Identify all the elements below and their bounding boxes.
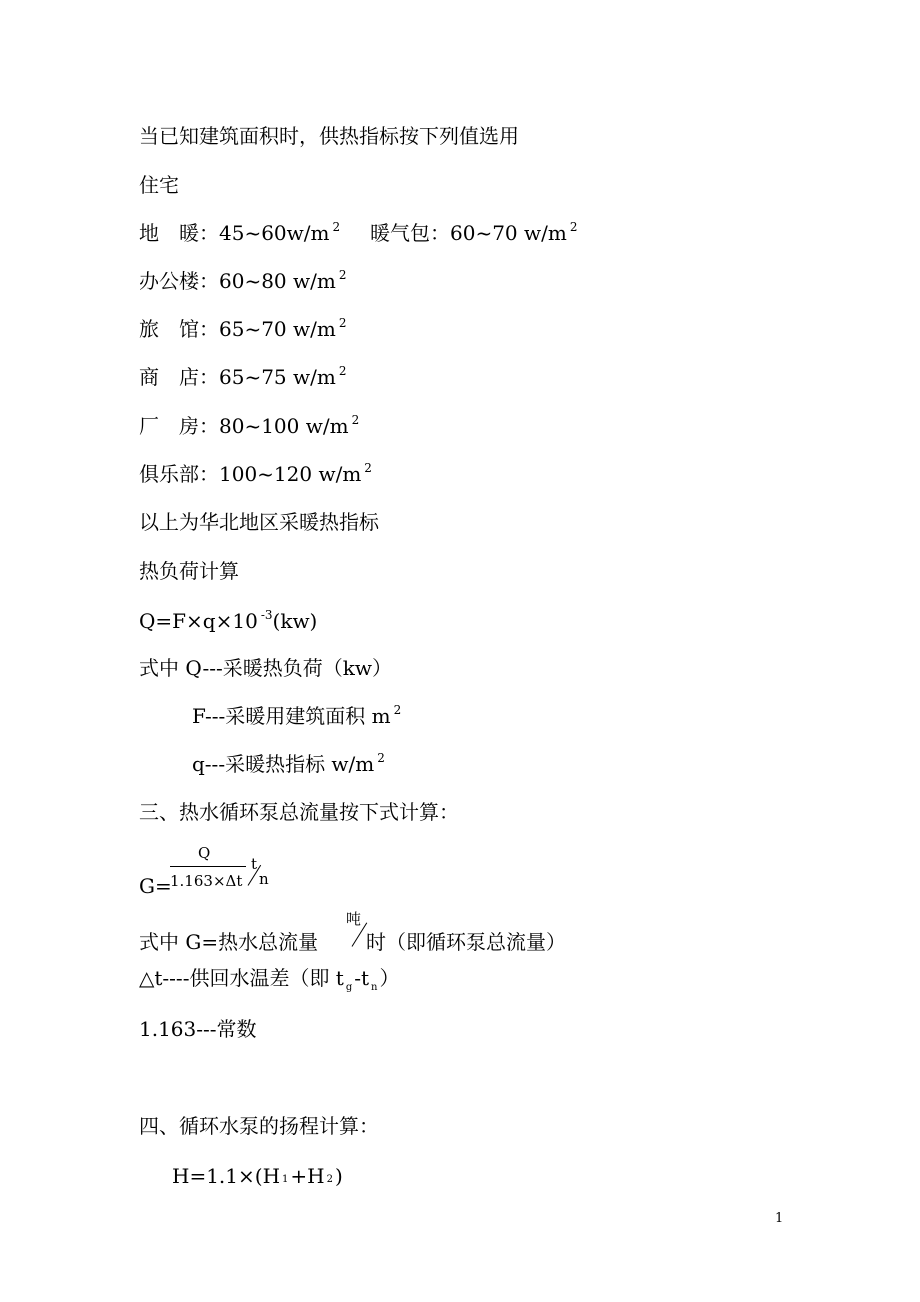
floor-heating-row xyxy=(139,220,341,245)
g-flow-unit-bottom: 时 xyxy=(366,930,386,954)
section-three-heading: 三、热水循环泵总流量按下式计算： xyxy=(139,800,459,824)
club-value: 100~120 w/m xyxy=(219,462,362,486)
shop-label: 商 店： xyxy=(139,365,219,389)
delta-t-sub-n: n xyxy=(371,982,378,993)
club-row xyxy=(139,461,372,486)
radiator-row xyxy=(370,220,578,245)
h-sub-1: 1 xyxy=(282,1174,289,1185)
squared-mark: 2 xyxy=(338,268,347,282)
hotel-label: 旅 馆： xyxy=(139,317,219,341)
squared-mark: 2 xyxy=(364,461,372,475)
where-g-text: 式中 G=热水总流量 xyxy=(139,930,319,954)
squared-mark: 2 xyxy=(569,220,578,234)
section-four-heading: 四、循环水泵的扬程计算： xyxy=(139,1114,379,1138)
factory-row xyxy=(139,413,360,438)
g-numerator: Q xyxy=(198,844,211,862)
heat-load-formula xyxy=(139,608,318,633)
g-fraction-bar xyxy=(170,866,246,867)
radiator-label: 暖气包： xyxy=(370,221,450,245)
formula-q-exponent: -3 xyxy=(260,608,273,622)
shop-row xyxy=(139,364,347,389)
radiator-value: 60~70 w/m xyxy=(450,221,567,245)
g-unit-top: t xyxy=(251,855,258,873)
delta-t-main: △t----供回水温差（即 t xyxy=(139,966,344,990)
page-number: 1 xyxy=(775,1211,784,1226)
g-denominator: 1.163×Δt xyxy=(170,872,243,890)
g-prefix: G= xyxy=(139,874,172,898)
north-china-note: 以上为华北地区采暖热指标 xyxy=(139,510,379,534)
squared-mark: 2 xyxy=(332,220,341,234)
h-formula xyxy=(172,1166,343,1186)
constant-line: 1.163---常数 xyxy=(139,1017,257,1041)
club-label: 俱乐部： xyxy=(139,462,219,486)
hotel-value: 65~70 w/m xyxy=(219,317,336,341)
where-qi-text: q---采暖热指标 w/m xyxy=(192,752,375,776)
squared-mark: 2 xyxy=(351,413,360,427)
where-q-line: 式中 Q---采暖热负荷（kw） xyxy=(139,656,392,680)
where-f-line xyxy=(192,703,402,728)
squared-mark: 2 xyxy=(393,703,402,717)
where-qi-line xyxy=(192,751,385,776)
shop-value: 65~75 w/m xyxy=(219,365,336,389)
delta-t-close: ） xyxy=(379,966,400,990)
h-sub-2: 2 xyxy=(326,1174,333,1185)
h-plus: +H xyxy=(290,1164,325,1188)
office-row xyxy=(139,268,347,293)
g-flow-unit-top: 吨 xyxy=(346,910,362,928)
office-value: 60~80 w/m xyxy=(219,269,336,293)
h-formula-start: H=1.1×(H xyxy=(172,1164,281,1188)
h-close: ) xyxy=(334,1164,343,1188)
g-unit-bottom: n xyxy=(259,870,269,888)
formula-q-unit: (kw) xyxy=(272,609,318,633)
residential-heading: 住宅 xyxy=(139,173,179,197)
delta-t-mid: -t xyxy=(354,966,370,990)
hotel-row xyxy=(139,316,347,341)
floor-heating-label: 地 暖： xyxy=(139,221,219,245)
office-label: 办公楼： xyxy=(139,269,219,293)
heat-load-title: 热负荷计算 xyxy=(139,559,239,583)
squared-mark: 2 xyxy=(377,751,385,765)
floor-heating-value: 45~60w/m xyxy=(219,221,330,245)
squared-mark: 2 xyxy=(338,316,347,330)
squared-mark: 2 xyxy=(338,364,347,378)
factory-label: 厂 房： xyxy=(139,414,219,438)
where-f-text: F---采暖用建筑面积 m xyxy=(192,704,391,728)
formula-q-main: Q=F×q×10 xyxy=(139,609,258,633)
factory-value: 80~100 w/m xyxy=(219,414,349,438)
delta-t-line xyxy=(139,966,400,993)
intro-line: 当已知建筑面积时，供热指标按下列值选用 xyxy=(139,124,519,148)
g-flow-note: （即循环泵总流量） xyxy=(386,930,566,954)
delta-t-sub-g: g xyxy=(345,982,353,993)
